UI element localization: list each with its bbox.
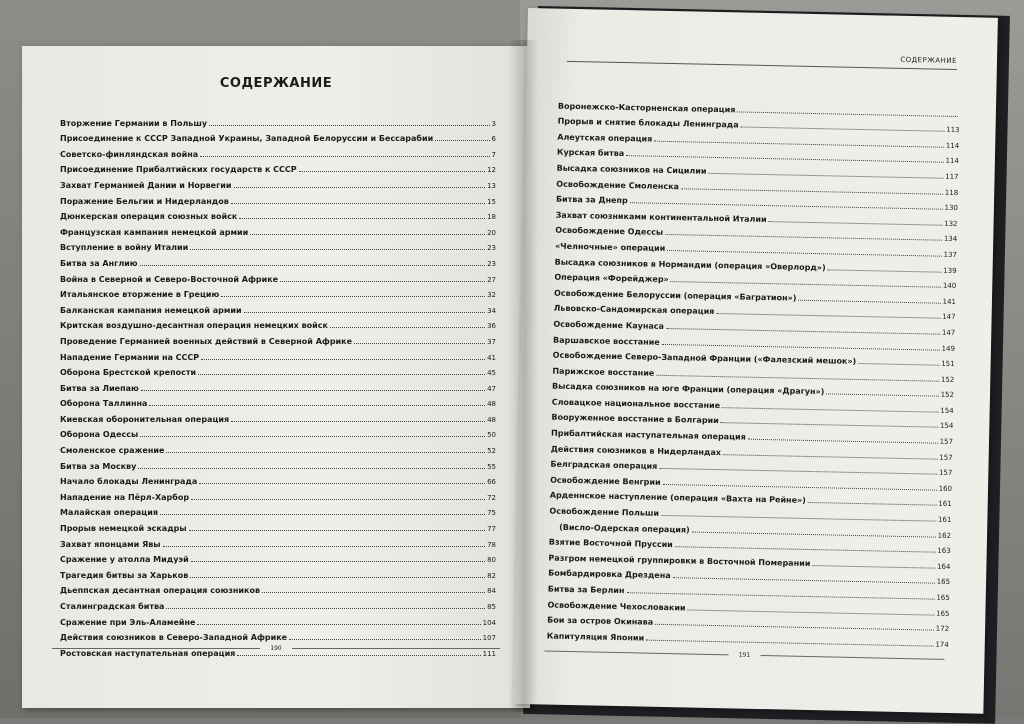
dot-leader <box>209 125 489 126</box>
toc-entry <box>60 611 496 627</box>
toc-entry-title: Белградская операция <box>550 459 658 472</box>
toc-entry <box>60 424 496 440</box>
toc-entry-page: 114 <box>945 157 959 166</box>
dot-leader <box>163 546 486 547</box>
dot-leader <box>289 639 481 640</box>
dot-leader <box>191 499 485 500</box>
toc-entry <box>60 377 496 393</box>
toc-entry-page: 34 <box>487 306 496 315</box>
toc-entry <box>60 112 496 128</box>
toc-entry <box>60 393 496 409</box>
toc-entry <box>60 595 496 611</box>
dot-leader <box>190 577 485 578</box>
toc-entry <box>60 580 496 596</box>
running-head: СОДЕРЖАНИЕ <box>900 55 958 65</box>
toc-entry-title: (Висло-Одерская операция) <box>559 522 690 535</box>
toc-entry <box>60 299 496 315</box>
toc-entry-page: 160 <box>938 484 953 493</box>
toc-entry <box>60 549 496 565</box>
toc-entry-page: 23 <box>487 259 496 268</box>
toc-entry-title: Оборона Таллинна <box>60 399 148 409</box>
toc-entry-title: Проведение Германией военных действий в Северной Африке <box>60 336 353 346</box>
toc-entry-page: 36 <box>487 322 496 331</box>
toc-entry <box>60 502 496 518</box>
dot-leader <box>231 203 485 204</box>
toc-entry-page: 147 <box>941 328 956 337</box>
toc-entry-title: Поражение Бельгии и Нидерландов <box>60 196 229 206</box>
toc-entry-title: Оборона Брестской крепости <box>60 368 197 378</box>
toc-entry-page: 113 <box>946 125 960 135</box>
toc-entry-title: Битва за Днепр <box>555 194 628 206</box>
gutter-shadow <box>508 40 538 712</box>
toc-entry-title: Нападение Германии на СССР <box>60 352 200 362</box>
toc-entry-page: 165 <box>935 609 950 618</box>
toc-entry-title: Прорыв и снятие блокады Ленинграда <box>557 116 739 130</box>
toc-entry-page: 162 <box>937 531 952 540</box>
toc-entry-page: 161 <box>937 515 952 525</box>
toc-entry-title: Освобождение Смоленска <box>556 179 680 191</box>
toc-entry-title: Трагедия битвы за Харьков <box>60 570 189 580</box>
toc-entry <box>60 439 496 455</box>
toc-entry-page: 151 <box>941 359 955 369</box>
toc-entry <box>60 517 496 533</box>
dot-leader <box>299 171 485 172</box>
toc-entry-page: 32 <box>487 291 496 300</box>
toc-entry-title: Вторжение Германии в Польшу <box>60 118 208 128</box>
toc-entry <box>60 627 496 643</box>
toc-entry-title: Нападение на Пёрл-Харбор <box>60 492 190 502</box>
footer-rule <box>760 655 944 660</box>
right-page <box>513 8 997 714</box>
toc-entry-page: 41 <box>487 353 496 362</box>
toc-entry-title: Освобождение Польши <box>549 506 660 518</box>
footer-rule <box>52 648 260 649</box>
toc-entry <box>60 190 496 206</box>
toc-entry-page: 157 <box>939 437 954 447</box>
toc-entry-page: 78 <box>487 540 496 549</box>
toc-entry-title: Битва за Англию <box>60 258 138 268</box>
toc-entry-title: Начало блокады Ленинграда <box>60 477 198 487</box>
header-rule <box>567 61 957 70</box>
toc-entry-page: 152 <box>940 375 955 384</box>
dot-leader <box>166 452 485 453</box>
toc-entry-title: Парижское восстание <box>552 366 655 378</box>
toc-entry-title: Война в Северной и Северо-Восточной Африке <box>60 274 279 284</box>
dot-leader <box>166 608 485 609</box>
toc-entry-title: «Челночные» операции <box>554 241 666 253</box>
toc-entry-title: Прибалтийская наступательная операция <box>551 428 746 442</box>
toc-entry-page: 157 <box>938 468 953 478</box>
toc-entry-title: Битва за Лиепаю <box>60 383 139 393</box>
toc-entry-page: 161 <box>938 500 952 509</box>
toc-entry-title: Высадка союзников в Нормандии (операция «Оверлорд») <box>554 257 826 272</box>
dot-leader <box>231 421 485 422</box>
dot-leader <box>198 374 485 375</box>
dot-leader <box>200 156 489 157</box>
footer-rule <box>545 650 729 655</box>
toc-entry-page: 75 <box>487 509 496 518</box>
toc-entry-title: Дьеппская десантная операция союзников <box>60 586 261 596</box>
toc-entry <box>60 252 496 268</box>
toc-entry-title: Освобождение Белоруссии (операция «Багратион») <box>553 288 797 303</box>
dot-leader <box>189 530 485 531</box>
toc-entry <box>60 315 496 331</box>
toc-entry-page: 48 <box>487 400 496 409</box>
toc-entry-page: 13 <box>487 181 496 190</box>
toc-entry-page: 7 <box>491 150 496 159</box>
toc-entry-title: Малайская операция <box>60 508 158 518</box>
toc-entry-page: 66 <box>487 478 496 487</box>
dot-leader <box>354 343 485 344</box>
toc-entry-page: 48 <box>487 415 496 424</box>
toc-entry <box>60 159 496 175</box>
toc-entry-title: Захват союзниками континентальной Италии <box>555 210 767 224</box>
toc-entry-title: Французская кампания немецкой армии <box>60 227 249 237</box>
toc-entry-page: 85 <box>487 603 496 611</box>
toc-entry-title: Битва за Москву <box>60 461 137 471</box>
toc-entry-page: 52 <box>487 447 496 456</box>
footer-rule <box>292 648 500 649</box>
toc-entry-page: 132 <box>944 219 958 228</box>
toc-entry-page: 12 <box>487 166 496 175</box>
toc-entry <box>60 408 496 424</box>
toc-entry-title: Вступление в войну Италии <box>60 243 189 253</box>
toc-entry-title: Освобождение Северо-Западной Франции («Фалезский мешок») <box>552 350 857 367</box>
toc-entry <box>60 533 496 549</box>
toc-entry-page: 80 <box>487 556 496 565</box>
toc-entry-title: Захват Германией Дании и Норвегии <box>60 180 232 190</box>
toc-entry-title: Воронежско-Касторненская операция <box>557 101 736 114</box>
toc-entry <box>60 174 496 190</box>
toc-entry-page: 50 <box>487 431 496 440</box>
toc-entry <box>60 362 496 378</box>
dot-leader <box>140 436 485 437</box>
toc-entry <box>60 330 496 346</box>
toc-entry-title: Высадка союзников на юге Франции (операция «Драгун») <box>551 381 825 397</box>
toc-entry-title: Высадка союзников на Сицилии <box>556 163 707 176</box>
toc-entry-title: Освобождение Каунаса <box>553 319 665 331</box>
toc-entry-page: 104 <box>482 618 496 627</box>
toc-entry-page: 147 <box>942 313 956 322</box>
toc-entry-page: 77 <box>487 525 496 534</box>
dot-leader <box>160 514 485 515</box>
toc-entry-page: 139 <box>943 266 957 275</box>
toc-entry <box>60 206 496 222</box>
toc-entry-page: 107 <box>482 634 496 643</box>
toc-entry-title: Арденнское наступление (операция «Вахта на Рейне») <box>549 491 806 506</box>
toc-entry-page: 137 <box>943 250 958 259</box>
toc-entry <box>60 221 496 237</box>
dot-leader <box>190 249 485 250</box>
left-page <box>22 46 530 708</box>
dot-leader <box>234 187 486 188</box>
toc-entry-title: Львовско-Сандомирская операция <box>553 303 715 317</box>
dot-leader <box>201 359 485 360</box>
toc-entry-title: Итальянское вторжение в Грецию <box>60 290 220 300</box>
dot-leader <box>250 234 485 235</box>
toc-entry-page: 84 <box>487 587 496 596</box>
toc-entry-title: Советско-финляндская война <box>60 149 199 159</box>
toc-entry-title: Сталинградская битва <box>60 602 165 611</box>
toc-entry-title: Действия союзников в Северо-Западной Африке <box>60 633 288 643</box>
dot-leader <box>149 405 485 406</box>
toc-entry-page: 117 <box>945 172 959 182</box>
toc-entry-title: Действия союзников в Нидерландах <box>550 444 722 457</box>
toc-entry-page: 165 <box>936 578 951 587</box>
toc-entry-page: 130 <box>944 203 958 213</box>
page-footer <box>544 647 944 662</box>
toc-entry <box>60 143 496 159</box>
toc-entry-page: 118 <box>944 188 959 197</box>
toc-entry <box>60 455 496 471</box>
toc-entry-title: Оборона Одессы <box>60 430 139 440</box>
dot-leader <box>140 265 486 266</box>
dot-leader <box>435 140 489 141</box>
dot-leader <box>262 592 485 593</box>
toc-entry <box>60 564 496 580</box>
toc-entry-page: 154 <box>939 422 954 431</box>
dot-leader <box>197 624 480 625</box>
toc-entry-page: 149 <box>941 344 956 353</box>
toc-entry-title: Дюнкерская операция союзных войск <box>60 212 238 222</box>
toc-entry-title: Прорыв немецкой эскадры <box>60 524 187 534</box>
toc-entry <box>60 471 496 487</box>
dot-leader <box>141 390 485 391</box>
toc-entry-title: Алеутская операция <box>557 132 653 144</box>
toc-entry-page: 23 <box>487 244 496 253</box>
toc-list <box>547 95 960 649</box>
toc-entry-title: Вооруженное восстание в Болгарии <box>551 413 719 426</box>
toc-entry-page: 47 <box>487 384 496 393</box>
toc-entry-page: 20 <box>487 228 496 237</box>
toc-entry-title: Сражение при Эль-Аламейне <box>60 617 196 627</box>
toc-entry <box>60 346 496 362</box>
toc-entry <box>60 237 496 253</box>
dot-leader <box>244 312 485 313</box>
page-title: СОДЕРЖАНИЕ <box>219 76 333 91</box>
toc-entry-title: Захват японцами Явы <box>60 539 161 549</box>
toc-entry-page: 3 <box>491 119 496 128</box>
toc-entry-page: 45 <box>487 369 496 378</box>
toc-entry-page: 6 <box>491 135 496 144</box>
toc-entry-title: Смоленское сражение <box>60 446 165 456</box>
toc-list <box>60 112 496 658</box>
toc-entry-title: Критская воздушно-десантная операция немецких войск <box>60 321 328 331</box>
dot-leader <box>191 561 485 562</box>
toc-entry-page: 72 <box>487 493 496 502</box>
toc-entry-page: 27 <box>487 275 496 284</box>
toc-entry-title: Освобождение Одессы <box>555 225 664 238</box>
toc-entry <box>60 268 496 284</box>
dot-leader <box>221 296 485 297</box>
toc-entry-title: Разгром немецкой группировки в Восточной Померании <box>548 553 811 568</box>
dot-leader <box>280 281 485 282</box>
toc-entry-page: 172 <box>935 624 950 634</box>
toc-entry-title: Киевская оборонительная операция <box>60 414 230 424</box>
toc-entry-page: 134 <box>943 235 958 244</box>
toc-entry-title: Операция «Форейджер» <box>554 272 669 285</box>
toc-entry-title: Освобождение Венгрии <box>550 475 661 487</box>
toc-entry-title: Взятие Восточной Пруссии <box>548 537 673 550</box>
toc-entry-page: 15 <box>487 197 496 206</box>
toc-entry-page: 114 <box>945 141 960 150</box>
toc-entry-page: 18 <box>487 213 496 222</box>
toc-entry-title: Бомбардировка Дрездена <box>548 568 671 581</box>
toc-entry-page: 165 <box>936 593 950 602</box>
toc-entry-title: Словацкое национальное восстание <box>551 397 721 410</box>
toc-entry-title: Битва за Берлин <box>547 584 625 596</box>
toc-entry-title: Сражение у атолла Мидуэй <box>60 555 189 565</box>
dot-leader <box>330 327 485 328</box>
toc-entry-title: Ростовская наступательная операция <box>60 648 236 658</box>
dot-leader <box>237 655 480 656</box>
toc-entry-title: Варшавское восстание <box>552 335 660 347</box>
toc-entry-title: Капитуляция Японии <box>546 631 645 643</box>
toc-entry-page: 140 <box>942 281 957 291</box>
toc-entry-title: Присоединение Прибалтийских государств к СССР <box>60 165 297 175</box>
page-footer <box>52 645 500 652</box>
toc-entry-page: 82 <box>487 571 496 580</box>
toc-entry-title: Балканская кампания немецкой армии <box>60 305 242 315</box>
page-number: 191 <box>738 651 751 659</box>
toc-entry-page: 37 <box>487 337 496 346</box>
toc-entry-page: 55 <box>487 462 496 471</box>
toc-entry-page: 154 <box>940 406 954 415</box>
toc-entry-page: 141 <box>942 297 957 306</box>
toc-entry-page: 174 <box>935 640 949 649</box>
dot-leader <box>199 483 485 484</box>
toc-entry-page: 152 <box>940 391 955 400</box>
dot-leader <box>239 218 485 219</box>
dot-leader <box>646 639 933 646</box>
toc-entry <box>60 128 496 144</box>
toc-entry-title: Присоединение к СССР Западной Украины, Западной Белоруссии и Бессарабии <box>60 134 434 144</box>
toc-entry-page: 164 <box>936 562 951 571</box>
toc-entry-title: Освобождение Чехословакии <box>547 600 686 613</box>
dot-leader <box>138 468 485 469</box>
toc-entry-title: Курская битва <box>556 148 625 159</box>
toc-entry <box>60 486 496 502</box>
page-number: 190 <box>270 645 282 652</box>
toc-entry-page: 157 <box>939 453 953 462</box>
toc-entry-title: Бои за остров Окинава <box>547 615 654 627</box>
toc-entry-page: 163 <box>937 546 951 556</box>
toc-entry-page: 111 <box>482 649 496 658</box>
toc-entry <box>60 284 496 300</box>
